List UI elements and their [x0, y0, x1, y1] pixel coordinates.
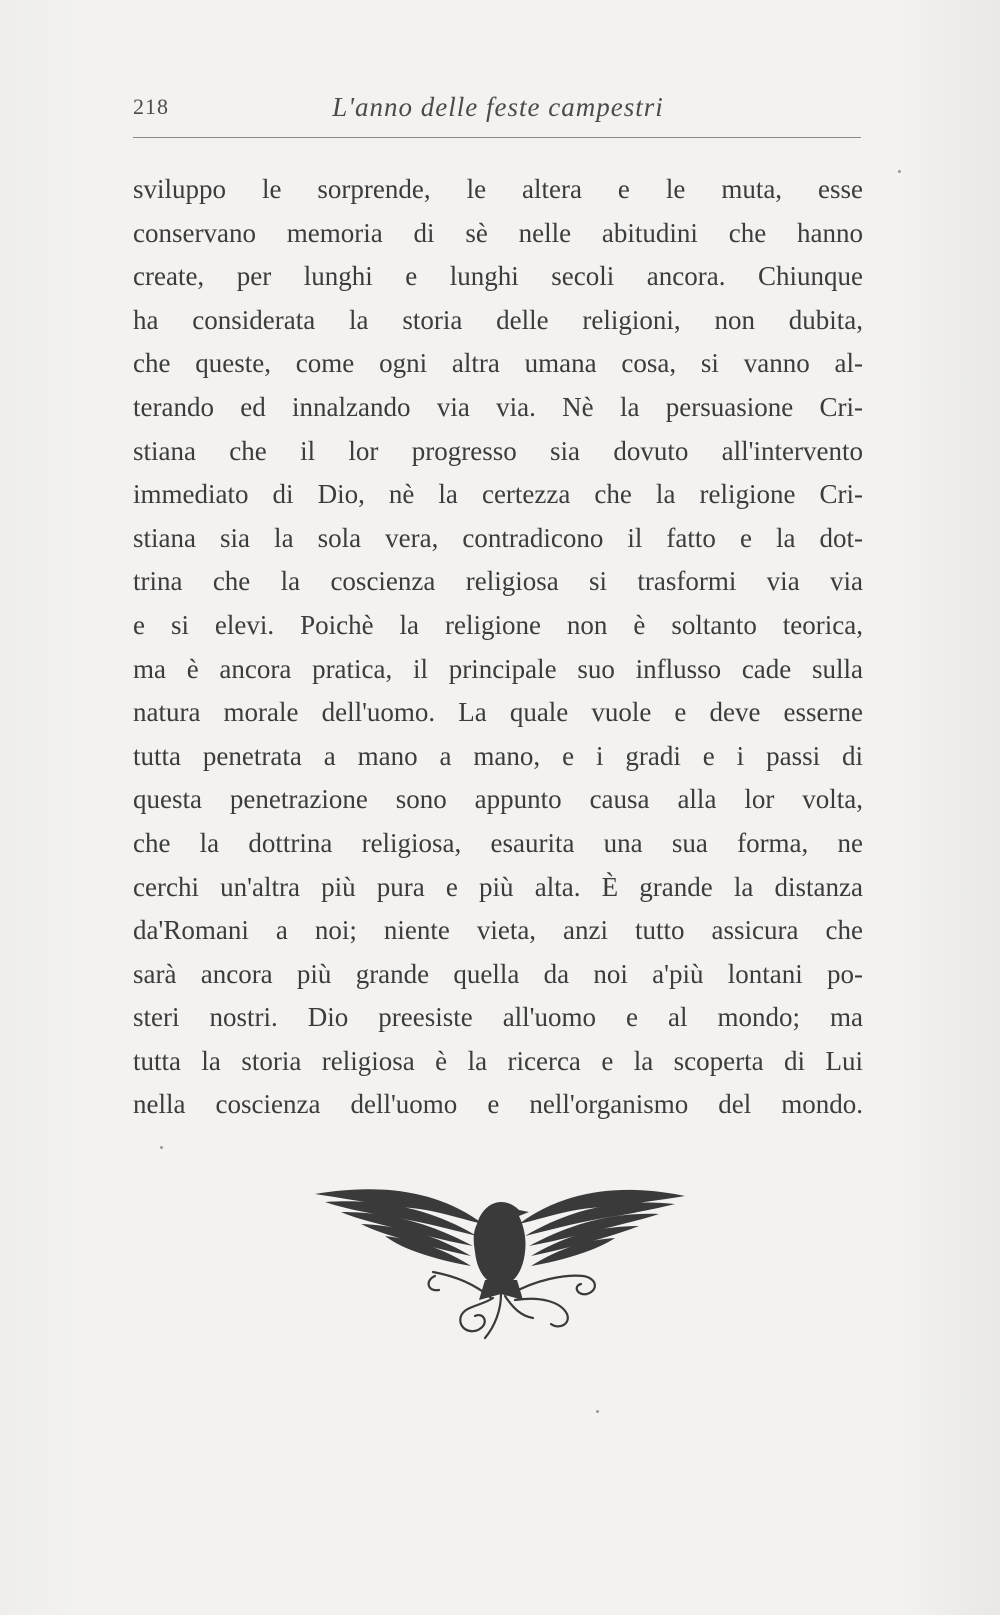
text-line: che queste, come ogni altra umana cosa, si vanno al- — [133, 348, 863, 379]
text-line: create, per lunghi e lunghi secoli ancora. Chiunque — [133, 261, 863, 292]
body-text — [133, 168, 863, 1127]
text-line: terando ed innalzando via via. Nè la persuasione Cri- — [133, 391, 863, 422]
paper-speck — [160, 1146, 163, 1149]
text-line: stiana che il lor progresso sia dovuto all'intervento — [133, 435, 863, 466]
text-line: da'Romani a noi; niente vieta, anzi tutto assicura che — [133, 915, 863, 946]
header-rule — [133, 137, 861, 138]
text-line: trina che la coscienza religiosa si trasformi via via — [133, 566, 863, 597]
text-line: tutta la storia religiosa è la ricerca e la scoperta di Lui — [133, 1045, 863, 1076]
text-line: conservano memoria di sè nelle abitudini che hanno — [133, 217, 863, 248]
text-line: sarà ancora più grande quella da noi a'più lontani po- — [133, 958, 863, 989]
paper-speck — [596, 1410, 599, 1413]
text-line: che la dottrina religiosa, esaurita una sua forma, ne — [133, 827, 863, 858]
paper-speck — [898, 170, 901, 173]
text-line: sviluppo le sorprende, le altera e le muta, esse — [133, 174, 863, 204]
running-title: L'anno delle feste campestri — [332, 92, 664, 122]
text-line: tutta penetrata a mano a mano, e i gradi e i passi di — [133, 740, 863, 771]
text-line: e si elevi. Poichè la religione non è soltanto teorica, — [133, 609, 863, 640]
text-line: questa penetrazione sono appunto causa alla lor volta, — [133, 784, 863, 815]
text-line: nella coscienza dell'uomo e nell'organismo del mondo. — [133, 1089, 863, 1120]
page-number: 218 — [133, 94, 169, 119]
text-line: immediato di Dio, nè la certezza che la religione Cri- — [133, 479, 863, 510]
text-line: stiana sia la sola vera, contradicono il fatto e la dot- — [133, 522, 863, 553]
text-line: cerchi un'altra più pura e più alta. È grande la distanza — [133, 871, 863, 902]
text-line: ma è ancora pratica, il principale suo influsso cade sulla — [133, 653, 863, 684]
eagle-vignette-icon — [315, 1180, 685, 1340]
text-line: ha considerata la storia delle religioni, non dubita, — [133, 304, 863, 335]
text-line: steri nostri. Dio preesiste all'uomo e al mondo; ma — [133, 1002, 863, 1033]
page-header — [133, 92, 863, 128]
text-line: natura morale dell'uomo. La quale vuole e deve esserne — [133, 697, 863, 728]
